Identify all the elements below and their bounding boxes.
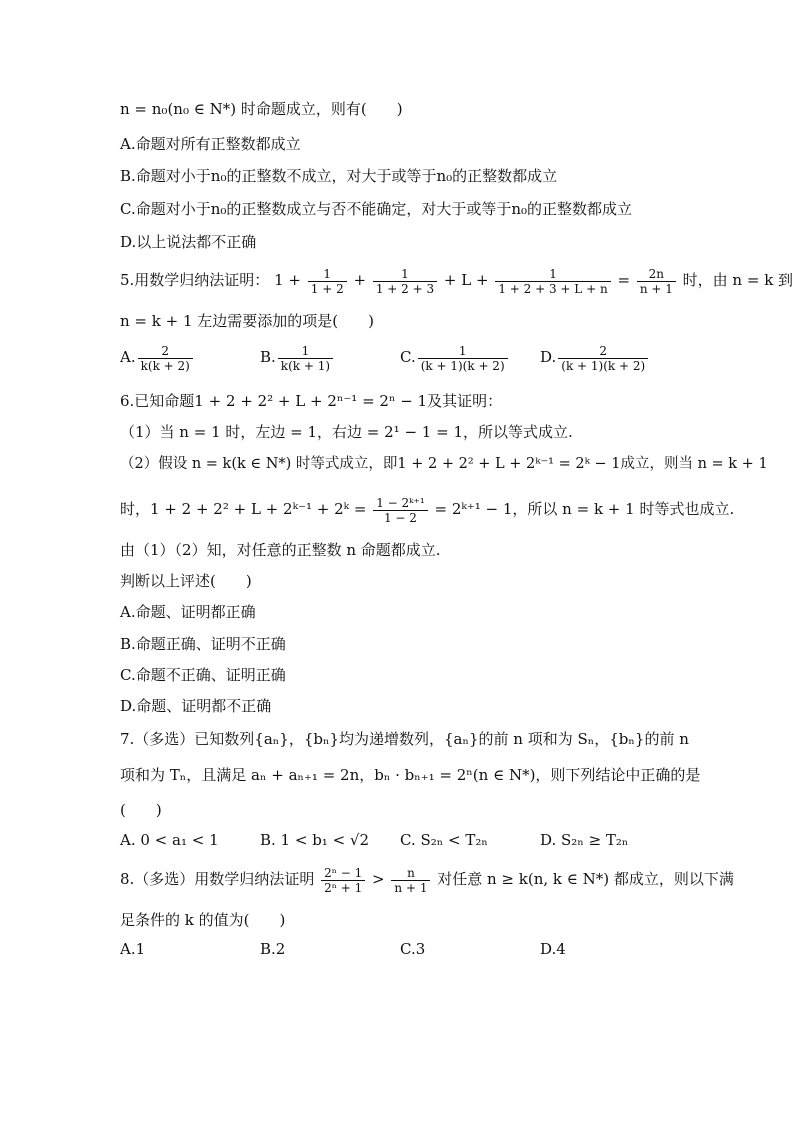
q4-option-b: B.命题对小于n₀的正整数不成立，对大于或等于n₀的正整数都成立 [120,167,558,185]
q4-stem: n = n₀(n₀ ∈ N*) 时命题成立，则有( ) [120,100,403,118]
q5-frac2 [373,267,437,296]
q6-frac-den: 1 − 2 [383,510,417,525]
q8-frac2-den: n + 1 [394,880,428,895]
q8-frac2-num: n [391,866,430,881]
q6-line5: 由（1）（2）知，对任意的正整数 n 命题都成立. [120,541,441,559]
q5-frac1-num: 1 [308,267,347,282]
q6-line2: （1）当 n = 1 时，左边 = 1，右边 = 2¹ − 1 = 1，所以等式成立. [120,423,573,441]
q8-line2: 足条件的 k 的值为( ) [120,911,286,929]
q5-eq: = [617,271,631,289]
q6-frac-num: 1 − 2ᵏ⁺¹ [373,496,427,511]
q5-frac3 [495,267,610,296]
q5-rhs-den: n + 1 [639,281,673,296]
q7-options [120,829,684,851]
q6-option-b: B.命题正确、证明不正确 [120,635,286,653]
q8-line1-b: 对任意 n ≥ k(n, k ∈ N*) 都成立，则以下满 [437,870,734,888]
q6-line6: 判断以上评述( ) [120,572,252,590]
q8-line1 [120,864,734,895]
q5-line1: 5.用数学归纳法证明： 1 + $\frac{1}{1 + 2}$ + $\frac{1}{1 + 2 + 3}$ + L + $\frac{1}{1 + 2 + 3 + L + n}$ = $\frac{2n}{n + 1}$ 时，由 n = k 到 [120,266,794,296]
q5-frac2-num: 1 [373,267,437,282]
q5-prefix: 5.用数学归纳法证明： [120,271,270,289]
q7-line3: ( ) [120,801,162,819]
q5-lead: 1 + [274,271,301,289]
q8-line1-a: 8.（多选）用数学归纳法证明 [120,870,315,888]
q8-option-d: D.4 [540,940,566,958]
q5-frac3-num: 1 [495,267,610,282]
q5-rhs [637,267,676,296]
q7-option-b: B. 1 < b₁ < √2 [260,831,370,849]
q8-gt: > [372,870,385,888]
q8-frac1-num: 2ⁿ − 1 [321,866,365,881]
q8-frac1 [321,866,365,895]
q7-line1: 7.（多选）已知数列{aₙ}，{bₙ}均为递增数列，{aₙ}的前 n 项和为 Sₙ，{bₙ}的前 n [120,730,689,748]
q5-option-c: C. $\frac{1}{(k + 1)(k + 2)}$ [400,342,540,373]
q6-line4-a: 时，1 + 2 + 2² + L + 2ᵏ⁻¹ + 2ᵏ = [120,500,367,518]
q8-option-c: C.3 [400,940,426,958]
q5-options [120,342,684,373]
q5-option-a: A. $\frac{2}{k(k + 2)}$ [120,342,260,373]
q6-line4 [120,494,735,525]
q6-frac [373,496,427,525]
q5-mid: + L + [443,271,489,289]
q8-frac1-den: 2ⁿ + 1 [324,880,363,895]
q5-suffix: 时，由 n = k 到 [682,271,794,289]
q7-option-c: C. S₂ₙ < T₂ₙ [400,831,488,849]
q4-option-c: C.命题对小于n₀的正整数成立与否不能确定，对大于或等于n₀的正整数都成立 [120,200,633,218]
q5-frac3-den: 1 + 2 + 3 + L + n [498,281,608,296]
q6-option-c: C.命题不正确、证明正确 [120,666,286,684]
q7-option-a: A. 0 < a₁ < 1 [120,831,219,849]
q8-frac2 [391,866,430,895]
q8-option-b: B.2 [260,940,286,958]
q6-option-a: A.命题、证明都正确 [120,603,256,621]
q6-line4-b: = 2ᵏ⁺¹ − 1，所以 n = k + 1 时等式也成立. [434,500,735,518]
q5-frac1 [308,267,347,296]
q5-option-b: B. $\frac{1}{k(k + 1)}$ [260,342,400,373]
q4-option-d: D.以上说法都不正确 [120,233,257,251]
q8-option-a: A.1 [120,940,146,958]
q5-option-d: D. $\frac{2}{(k + 1)(k + 2)}$ [540,342,650,373]
q5-frac1-den: 1 + 2 [310,281,344,296]
q5-line2: n = k + 1 左边需要添加的项是( ) [120,312,374,330]
q6-line3: （2）假设 n = k(k ∈ N*) 时等式成立，即1 + 2 + 2² + L + 2ᵏ⁻¹ = 2ᵏ − 1成立，则当 n = k + 1 [120,456,768,472]
q4-option-a: A.命题对所有正整数都成立 [120,135,301,153]
q6-line1: 6.已知命题1 + 2 + 2² + L + 2ⁿ⁻¹ = 2ⁿ − 1及其证明： [120,392,503,410]
q5-rhs-num: 2n [637,267,676,282]
q7-option-d: D. S₂ₙ ≥ T₂ₙ [540,831,629,849]
q7-line2: 项和为 Tₙ，且满足 aₙ + aₙ₊₁ = 2n，bₙ · bₙ₊₁ = 2ⁿ(n ∈ N*)，则下列结论中正确的是 [120,766,701,784]
q6-option-d: D.命题、证明都不正确 [120,697,272,715]
q8-options [120,938,684,960]
q5-frac2-den: 1 + 2 + 3 [375,281,435,296]
